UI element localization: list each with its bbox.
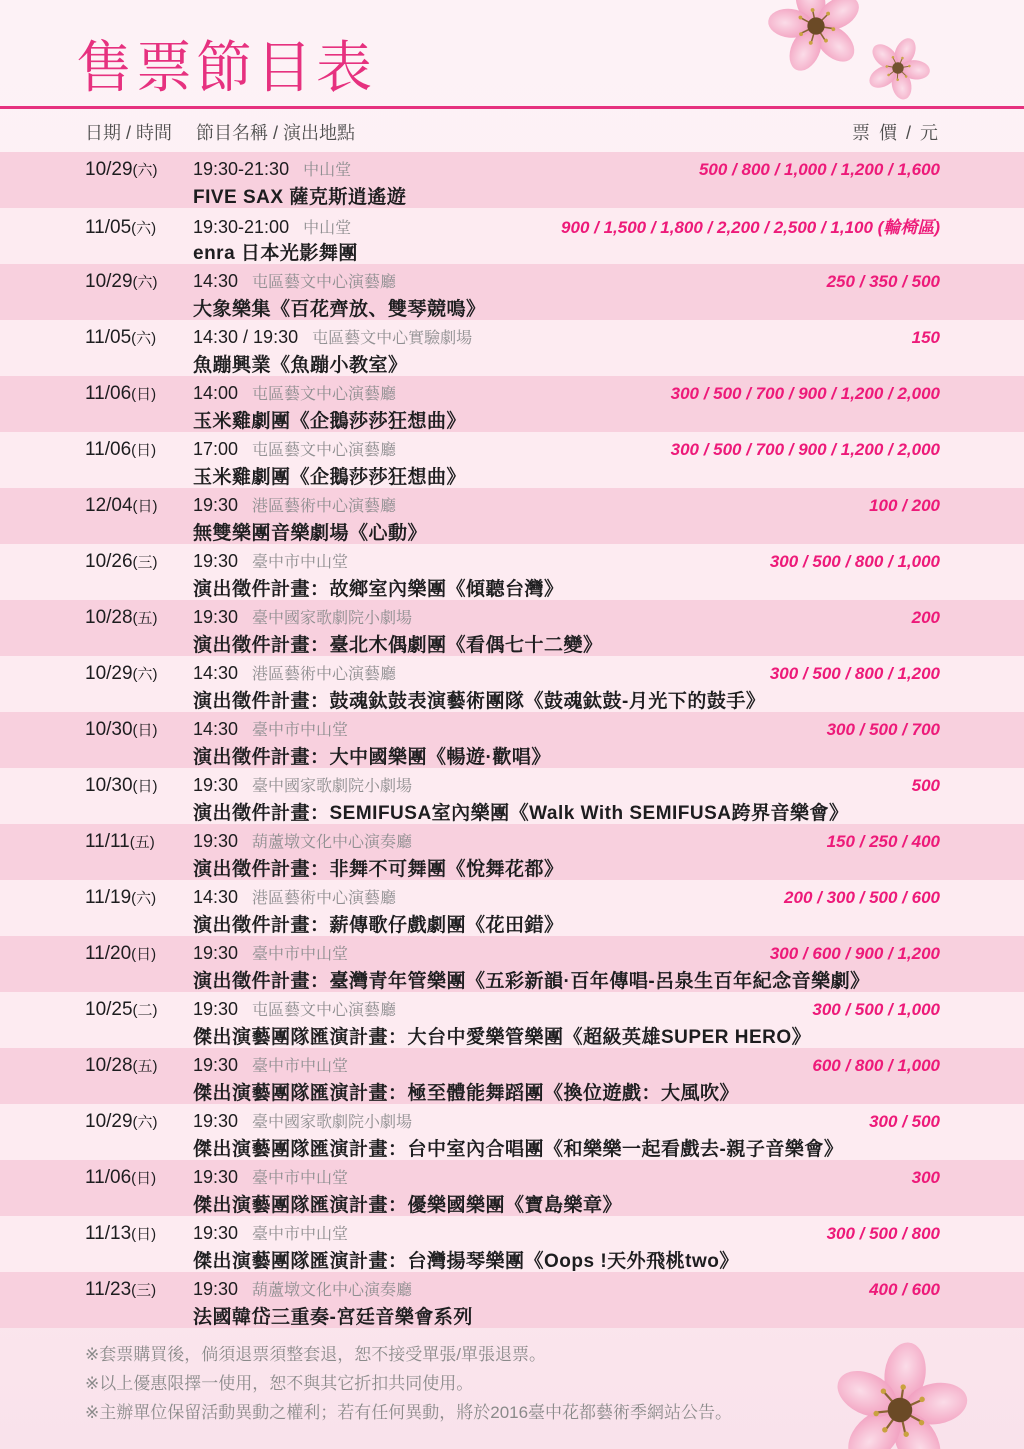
event-weekday: (日) [131,442,157,459]
event-date: 12/04(日) [85,495,158,516]
event-time: 14:30 [193,271,239,291]
event-time: 19:30 [193,1111,239,1131]
event-price: 150 [911,328,940,347]
event-title: 演出徵件計畫：SEMIFUSA室內樂團《Walk With SEMIFUSA跨界音樂會》 [193,802,849,824]
table-row [0,1216,1024,1272]
event-title: 傑出演藝團隊匯演計畫：極至體能舞蹈團《換位遊戲：大風吹》 [193,1082,740,1104]
event-price: 300 / 500 / 700 [826,720,940,739]
event-time: 17:00 [193,439,239,459]
event-time: 19:30 [193,943,239,963]
event-date: 10/29(六) [85,663,158,684]
event-venue: 港區藝術中心演藝廳 [252,498,397,515]
event-weekday: (日) [131,946,157,963]
event-date: 10/30(日) [85,775,158,796]
event-weekday: (五) [129,834,155,851]
event-price: 300 [911,1168,940,1187]
event-weekday: (日) [132,498,158,515]
table-row [0,1048,1024,1104]
event-price: 300 / 500 / 700 / 900 / 1,200 / 2,000 [670,384,940,403]
event-time: 19:30-21:00 [193,217,290,237]
event-weekday: (日) [132,778,158,795]
event-date: 11/11(五) [85,831,155,852]
table-row [0,1272,1024,1328]
event-title: 大象樂集《百花齊放、雙琴競鳴》 [193,298,486,320]
column-price: 票 價 / 元 [851,123,940,143]
event-weekday: (二) [132,1002,158,1019]
event-price: 300 / 500 / 800 / 1,000 [769,552,940,571]
event-date: 10/30(日) [85,719,158,740]
event-weekday: (六) [132,274,158,291]
event-price: 200 [911,608,940,627]
event-venue: 葫蘆墩文化中心演奏廳 [252,1282,413,1299]
event-venue: 屯區藝文中心演藝廳 [252,274,397,291]
event-venue: 臺中市中山堂 [252,1226,349,1243]
table-row [0,432,1024,488]
event-price: 300 / 500 / 1,000 [812,1000,940,1019]
event-price: 300 / 500 / 800 [826,1224,940,1243]
event-title: FIVE SAX 薩克斯逍遙遊 [193,186,407,208]
event-venue: 屯區藝文中心演藝廳 [252,386,397,403]
table-row [0,208,1024,264]
event-venue: 港區藝術中心演藝廳 [252,666,397,683]
column-program-venue: 節目名稱 / 演出地點 [196,123,356,143]
cherry-blossom-icon [856,26,940,110]
event-date: 11/06(日) [85,1167,157,1188]
table-row [0,544,1024,600]
event-title: 玉米雞劇團《企鵝莎莎狂想曲》 [193,410,467,432]
event-weekday: (日) [132,722,158,739]
event-time: 14:30 [193,663,239,683]
event-date: 11/06(日) [85,383,157,404]
footnotes [85,1340,732,1427]
event-venue: 港區藝術中心演藝廳 [252,890,397,907]
event-title: 演出徵件計畫：大中國樂團《暢遊·歡唱》 [193,746,551,768]
event-price: 300 / 600 / 900 / 1,200 [769,944,940,963]
event-title: 傑出演藝團隊匯演計畫：台中室內合唱團《和樂樂一起看戲去-親子音樂會》 [193,1138,844,1160]
event-weekday: (六) [131,220,157,237]
event-weekday: (日) [131,1226,157,1243]
event-time: 19:30 [193,551,239,571]
event-title: 玉米雞劇團《企鵝莎莎狂想曲》 [193,466,467,488]
event-weekday: (六) [131,330,157,347]
event-title: 傑出演藝團隊匯演計畫：台灣揚琴樂團《Oops !天外飛桃two》 [193,1250,739,1272]
event-title: 演出徵件計畫：薪傳歌仔戲劇團《花田錯》 [193,914,564,936]
event-date: 11/05(六) [85,217,157,238]
table-row [0,320,1024,376]
event-time: 19:30-21:30 [193,159,290,179]
event-title: 傑出演藝團隊匯演計畫：優樂國樂團《寶島樂章》 [193,1194,623,1216]
page-title: 售票節目表 [76,36,376,99]
event-price: 100 / 200 [869,496,940,515]
event-time: 19:30 [193,1223,239,1243]
event-time: 14:30 [193,887,239,907]
event-title: 魚蹦興業《魚蹦小教室》 [193,354,408,376]
event-venue: 中山堂 [303,162,352,179]
table-row [0,824,1024,880]
event-venue: 臺中國家歌劇院小劇場 [252,610,413,627]
table-row [0,712,1024,768]
event-date: 10/29(六) [85,159,158,180]
event-venue: 臺中市中山堂 [252,722,349,739]
footnote-line: ※套票購買後，倘須退票須整套退，恕不接受單張/單張退票。 [85,1345,546,1364]
event-weekday: (六) [132,162,158,179]
footnote-line: ※主辦單位保留活動異動之權利；若有任何異動，將於2016臺中花都藝術季網站公告。 [85,1403,733,1422]
table-row [0,992,1024,1048]
table-row [0,880,1024,936]
event-venue: 臺中市中山堂 [252,1058,349,1075]
table-row [0,376,1024,432]
event-title: 演出徵件計畫：臺北木偶劇團《看偶七十二變》 [193,634,603,656]
event-time: 19:30 [193,1055,239,1075]
cherry-blossom-icon [759,0,873,83]
event-time: 19:30 [193,495,239,515]
event-date: 10/29(六) [85,271,158,292]
table-row [0,264,1024,320]
event-price: 300 / 500 / 700 / 900 / 1,200 / 2,000 [670,440,940,459]
event-date: 10/28(五) [85,1055,158,1076]
event-venue: 屯區藝文中心演藝廳 [252,1002,397,1019]
table-row [0,488,1024,544]
event-title: enra 日本光影舞團 [193,242,358,264]
column-date-time: 日期 / 時間 [85,123,173,143]
event-date: 10/25(二) [85,999,158,1020]
event-price: 900 / 1,500 / 1,800 / 2,200 / 2,500 / 1,100 (輪椅區) [561,218,940,237]
table-row [0,768,1024,824]
event-title: 無雙樂團音樂劇場《心動》 [193,522,428,544]
event-venue: 臺中市中山堂 [252,946,349,963]
event-date: 11/05(六) [85,327,157,348]
event-weekday: (三) [131,1282,157,1299]
event-date: 10/29(六) [85,1111,158,1132]
event-date: 11/20(日) [85,943,157,964]
event-venue: 葫蘆墩文化中心演奏廳 [252,834,413,851]
event-time: 19:30 [193,999,239,1019]
event-weekday: (三) [132,554,158,571]
event-venue: 屯區藝文中心實驗劇場 [312,330,473,347]
event-price: 250 / 350 / 500 [826,272,940,291]
event-weekday: (五) [132,610,158,627]
event-time: 19:30 [193,607,239,627]
event-venue: 屯區藝文中心演藝廳 [252,442,397,459]
event-time: 14:30 / 19:30 [193,327,299,347]
event-date: 10/28(五) [85,607,158,628]
event-time: 14:30 [193,719,239,739]
program-table [0,152,1024,1328]
event-weekday: (六) [132,666,158,683]
event-venue: 臺中國家歌劇院小劇場 [252,778,413,795]
table-column-header [0,114,1024,150]
event-title: 演出徵件計畫：非舞不可舞團《悅舞花都》 [193,858,564,880]
table-row [0,1160,1024,1216]
event-time: 19:30 [193,831,239,851]
event-time: 19:30 [193,1279,239,1299]
event-date: 10/26(三) [85,551,158,572]
event-title: 演出徵件計畫：鼓魂鈦鼓表演藝術團隊《鼓魂鈦鼓-月光下的鼓手》 [193,690,766,712]
event-price: 400 / 600 [869,1280,940,1299]
event-venue: 臺中市中山堂 [252,554,349,571]
event-time: 19:30 [193,1167,239,1187]
event-price: 300 / 500 / 800 / 1,200 [769,664,940,683]
event-price: 600 / 800 / 1,000 [812,1056,940,1075]
event-price: 500 / 800 / 1,000 / 1,200 / 1,600 [698,160,940,179]
event-date: 11/13(日) [85,1223,157,1244]
title-divider [0,106,1024,109]
event-time: 14:00 [193,383,239,403]
table-row [0,600,1024,656]
event-price: 500 [911,776,940,795]
event-price: 150 / 250 / 400 [826,832,940,851]
event-weekday: (六) [132,1114,158,1131]
event-date: 11/06(日) [85,439,157,460]
table-row [0,656,1024,712]
footnote-line: ※以上優惠限擇一使用，恕不與其它折扣共同使用。 [85,1374,474,1393]
event-title: 演出徵件計畫：臺灣青年管樂團《五彩新韻·百年傳唱-呂泉生百年紀念音樂劇》 [193,970,870,992]
event-price: 300 / 500 [869,1112,940,1131]
table-row [0,152,1024,208]
table-row [0,936,1024,992]
event-venue: 臺中市中山堂 [252,1170,349,1187]
event-venue: 中山堂 [303,220,352,237]
event-weekday: (日) [131,386,157,403]
event-weekday: (六) [131,890,157,907]
event-weekday: (日) [131,1170,157,1187]
event-date: 11/23(三) [85,1279,157,1300]
event-title: 演出徵件計畫：故鄉室內樂團《傾聽台灣》 [193,578,564,600]
event-title: 傑出演藝團隊匯演計畫：大台中愛樂管樂團《超級英雄SUPER HERO》 [193,1026,812,1048]
event-title: 法國韓岱三重奏-宮廷音樂會系列 [193,1306,473,1328]
event-venue: 臺中國家歌劇院小劇場 [252,1114,413,1131]
table-row [0,1104,1024,1160]
event-date: 11/19(六) [85,887,157,908]
cherry-blossom-icon [823,1333,977,1449]
event-time: 19:30 [193,775,239,795]
event-price: 200 / 300 / 500 / 600 [784,888,940,907]
event-weekday: (五) [132,1058,158,1075]
